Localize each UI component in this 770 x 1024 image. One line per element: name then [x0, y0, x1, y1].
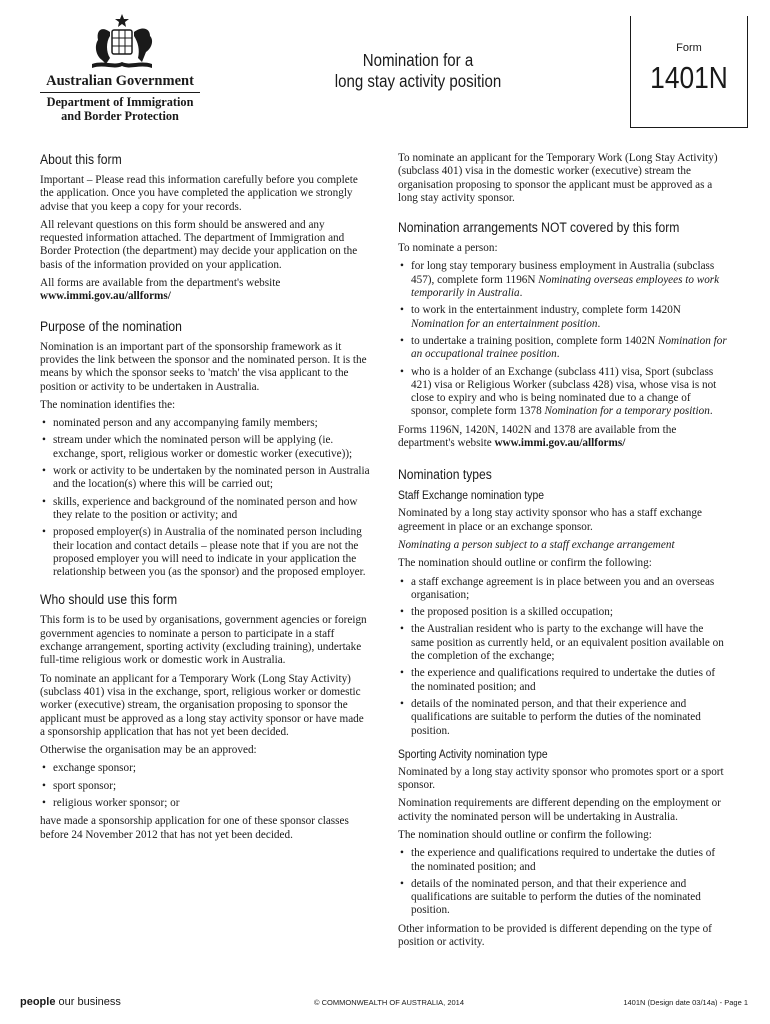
list-item: • work or activity to be undertaken by the nominated person in Australia and the location(s) where this will be carried out;: [40, 465, 370, 492]
allforms-link-2[interactable]: www.immi.gov.au/allforms/: [494, 437, 626, 450]
staff-p1: Nominated by a long stay activity sponsor who has a staff exchange agreement in place or an exchange sponsor.: [398, 507, 702, 533]
who-heading: Who should use this form: [40, 592, 178, 608]
list-item: • the experience and qualifications required to undertake the duties of the nominated position; and: [398, 667, 728, 694]
form-label: Form: [676, 42, 702, 54]
form-number: 1401N: [650, 60, 728, 95]
staff-list: [398, 576, 728, 738]
right-column: [398, 152, 728, 954]
sport-p1: Nominated by a long stay activity sponsor who promotes sport or a sport sponsor.: [398, 765, 724, 792]
list-item: • who is a holder of an Exchange (subclass 411) visa, Sport (subclass 421) visa or Religious Worker (subclass 428) visa, whose visa is not close to expiry and who is being nominated due to a change of sponsor, complete form 1378 Nomination for a temporary position.: [398, 366, 728, 419]
footer-brand: people our business: [20, 996, 121, 1008]
list-item: • a staff exchange agreement is in place between you and an overseas organisation;: [398, 576, 728, 603]
list-item: • details of the nominated person, and that their experience and qualifications are suitable to perform the duties of the nominated position.: [398, 698, 728, 738]
not-covered-heading: Nomination arrangements NOT covered by this form: [398, 220, 680, 236]
who-p4: have made a sponsorship application for one of these sponsor classes before 24 November 2012 that has not yet been decided.: [40, 815, 349, 841]
allforms-link[interactable]: www.immi.gov.au/allforms/: [40, 290, 171, 303]
left-column: [40, 152, 370, 847]
footer-copyright: © COMMONWEALTH OF AUSTRALIA, 2014: [314, 998, 464, 1007]
sporting-heading: Sporting Activity nomination type: [398, 748, 548, 761]
staff-exchange-heading: Staff Exchange nomination type: [398, 490, 544, 503]
list-item: • proposed employer(s) in Australia of the nominated person including their location and contact details – please note that if you are not the proposed employer you will need to indicate in your application the relationship between you (as the sponsor) and the proposed employer.: [40, 526, 370, 579]
about-p3: All forms are available from the department's website www.immi.gov.au/allforms/: [40, 277, 281, 303]
department-name: Department of Immigration and Border Protection: [46, 95, 194, 123]
about-heading: About this form: [40, 152, 122, 167]
sponsor-list: [40, 762, 370, 810]
list-item: • religious worker sponsor; or: [40, 797, 370, 810]
purpose-p2: The nomination identifies the:: [40, 398, 176, 411]
not-covered-p1: To nominate a person:: [398, 242, 498, 255]
who-p2: To nominate an applicant for a Temporary Work (Long Stay Activity) (subclass 401) visa in the exchange, sport, religious worker or domestic worker (executive) stream, the organisation proposing to sponsor the applicant must be approved as a long stay activity sponsor or have made a sponsorship application that has not yet been decided.: [40, 672, 364, 738]
sport-p2: Nomination requirements are different depending on the employment or activity the nominated person will be undertaking in Australia.: [398, 797, 721, 823]
staff-p2: Nominating a person subject to a staff exchange arrangement: [398, 538, 675, 551]
list-item: • exchange sponsor;: [40, 762, 370, 775]
list-item: • stream under which the nominated person will be applying (ie. exchange, sport, religious worker or domestic worker (executive));: [40, 434, 370, 461]
list-item: • the experience and qualifications required to undertake the duties of the nominated position; and: [398, 847, 728, 874]
list-item: • for long stay temporary business employment in Australia (subclass 457), complete form 1196N Nominating overseas employees to work temporarily in Australia.: [398, 260, 728, 300]
not-covered-p2: Forms 1196N, 1420N, 1402N and 1378 are available from the department's website www.immi.gov.au/allforms/: [398, 423, 677, 450]
list-item: • the Australian resident who is party to the exchange will have the same position as currently held, or an equivalent position available on the completion of the exchange;: [398, 623, 728, 663]
government-name: Australian Government: [46, 73, 194, 89]
not-covered-list: [398, 260, 728, 418]
intro-paragraph: To nominate an applicant for the Temporary Work (Long Stay Activity) (subclass 401) visa in the domestic worker (executive) stream the organisation proposing to sponsor the applicant must be approved as a long stay activity sponsor.: [398, 152, 718, 204]
about-p1: Important – Please read this information carefully before you complete the application. Once you have completed the application we strongly advise that you keep a copy for your records.: [40, 174, 358, 213]
coat-of-arms-icon: [80, 12, 164, 74]
form-title: [289, 50, 547, 92]
form-title-line2: long stay activity position: [334, 71, 502, 91]
who-p1: This form is to be used by organisations, government agencies or foreign government agencies to nominate a person to participate in a staff exchange arrangement, sporting activity (excluding training), undertake full-time religious work or domestic work in Australia.: [40, 614, 367, 667]
who-p3: Otherwise the organisation may be an approved:: [40, 744, 257, 757]
list-item: • skills, experience and background of the nominated person and how they relate to the position or activity; and: [40, 496, 370, 523]
sport-p3: The nomination should outline or confirm the following:: [398, 828, 652, 841]
staff-p3: The nomination should outline or confirm the following:: [398, 557, 652, 570]
list-item: • the proposed position is a skilled occupation;: [398, 606, 728, 619]
list-item: • to undertake a training position, complete form 1402N Nomination for an occupational trainee position.: [398, 335, 728, 362]
purpose-list: [40, 417, 370, 579]
list-item: • details of the nominated person, and that their experience and qualifications are suitable to perform the duties of the nominated position.: [398, 878, 728, 918]
about-p2: All relevant questions on this form should be answered and any requested information attached. The department of Immigration and Border Protection (the department) may decide your application on the basis of the information provided on your application.: [40, 218, 358, 271]
purpose-heading: Purpose of the nomination: [40, 318, 182, 334]
types-heading: Nomination types: [398, 467, 492, 483]
footer-page-info: 1401N (Design date 03/14a) - Page 1: [623, 998, 748, 1007]
sport-list: [398, 847, 728, 917]
sport-p4: Other information to be provided is different depending on the type of position or activity.: [398, 922, 712, 949]
list-item: • nominated person and any accompanying family members;: [40, 417, 370, 430]
list-item: • sport sponsor;: [40, 780, 370, 793]
purpose-p1: Nomination is an important part of the sponsorship framework as it provides the link between the sponsor and the nominated person. It is the means by which the sponsor seeks to 'match' the visa applicant to the position or activity to be undertaken in Australia.: [40, 340, 367, 393]
header-divider: [40, 92, 200, 93]
form-title-line1: Nomination for a: [362, 50, 474, 70]
list-item: • to work in the entertainment industry, complete form 1420N Nomination for an entertainment position.: [398, 304, 728, 331]
